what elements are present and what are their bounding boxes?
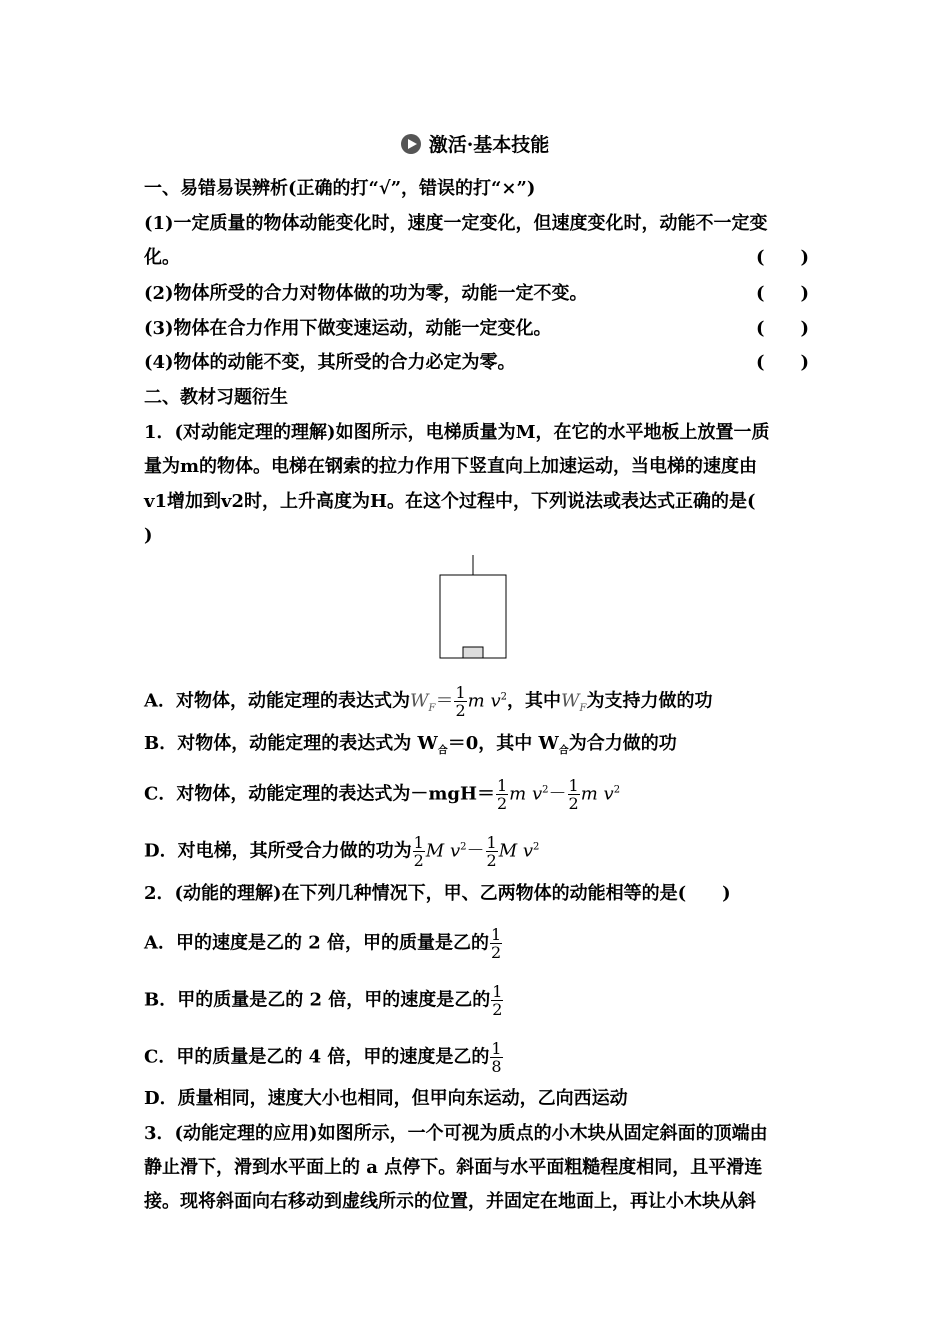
object-block [463, 647, 483, 658]
q2-option-a[interactable]: A．甲的速度是乙的 2 倍，甲的质量是乙的 $\frac{1}{2}$ [144, 925, 502, 962]
q1-option-b[interactable]: B．对物体，动能定理的表达式为 $W_合=0$，其中 $W_合$为合力做的功 [144, 733, 677, 757]
judge-item-3: (3)物体在合力作用下做变速运动，动能一定变化。 ( ) [144, 316, 809, 342]
q3-line1: 3．(动能定理的应用)如图所示，一个可视为质点的小木块从固定斜面的顶端由 [144, 1123, 768, 1144]
q2-stem: 2．(动能的理解)在下列几种情况下，甲、乙两物体的动能相等的是( ) [144, 883, 731, 904]
q3-line3: 接。现将斜面向右移动到虚线所示的位置，并固定在地面上，再让小木块从斜 [144, 1191, 756, 1212]
section2-title: 二、教材习题衍生 [144, 387, 288, 408]
q1-line1: 1．(对动能定理的理解)如图所示，电梯质量为M，在它的水平地板上放置一质 [144, 422, 770, 443]
q3-line2: 静止滑下，滑到水平面上的 a 点停下。斜面与水平面粗糙程度相同，且平滑连 [144, 1157, 763, 1178]
q2-option-d[interactable]: D．质量相同，速度大小也相同，但甲向东运动，乙向西运动 [144, 1088, 628, 1109]
q1-line2: 量为m的物体。电梯在钢索的拉力作用下竖直向上加速运动，当电梯的速度由 [144, 456, 758, 477]
q1-option-d[interactable]: D．对电梯，其所受合力做的功为 $\frac{1}{2}$ M $v^2-$ $\frac{1}{2}$ M $v^2$ [144, 833, 540, 870]
section-header [0, 130, 950, 157]
answer-paren[interactable]: ( ) [755, 352, 809, 373]
q1-option-a[interactable]: A．对物体，动能定理的表达式为$W_F=$ $\frac{1}{2}$ m $v^2$，其中$W_F$为支持力做的功 [144, 683, 713, 720]
judge-item-2: (2)物体所受的合力对物体做的功为零，动能一定不变。 ( ) [144, 281, 809, 307]
judge-item-4: (4)物体的动能不变，其所受的合力必定为零。 ( ) [144, 350, 809, 376]
q1-option-c[interactable]: C．对物体，动能定理的表达式为－mgH＝ $\frac{1}{2}$ m $v^2-$ $\frac{1}{2}$ m $v^2$ [144, 776, 621, 813]
q1-line4: ) [144, 525, 153, 546]
elevator-box [440, 575, 506, 658]
play-icon [401, 134, 421, 154]
section1-title: 一、易错易误辨析(正确的打“√”，错误的打“×”) [144, 178, 536, 199]
q2-option-b[interactable]: B．甲的质量是乙的 2 倍，甲的速度是乙的 $\frac{1}{2}$ [144, 982, 503, 1019]
q2-option-c[interactable]: C．甲的质量是乙的 4 倍，甲的速度是乙的 $\frac{1}{8}$ [144, 1039, 502, 1076]
answer-paren[interactable]: ( ) [755, 283, 809, 304]
answer-paren[interactable]: ( ) [755, 318, 809, 339]
q1-line3: v1增加到v2时，上升高度为H。在这个过程中，下列说法或表达式正确的是( [144, 491, 756, 512]
header-title: 激活·基本技能 [428, 134, 550, 156]
judge-item-1-line1: (1)一定质量的物体动能变化时，速度一定变化，但速度变化时，动能不一定变 [144, 213, 768, 234]
answer-paren[interactable]: ( ) [755, 247, 809, 268]
judge-item-1-line2: 化。 ( ) [144, 245, 809, 271]
elevator-figure [435, 555, 515, 663]
